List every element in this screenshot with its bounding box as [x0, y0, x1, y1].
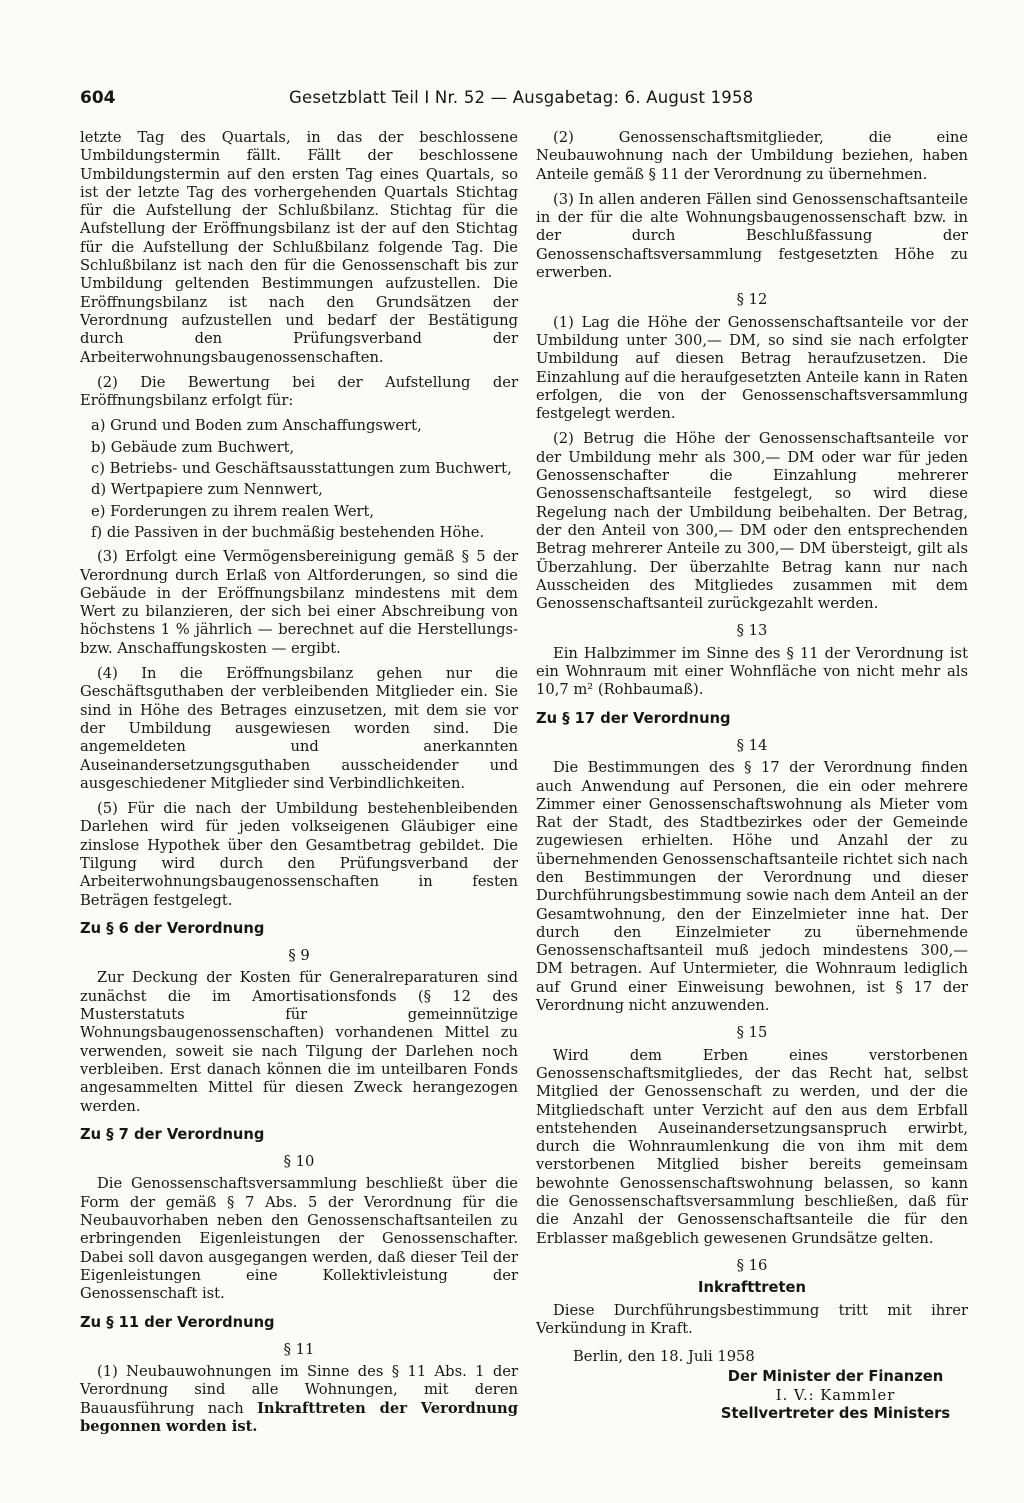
paragraph-text: (1) Neubauwohnungen im Sinne des § 11 Abs. 1 der Verordnung sind alle Wohnungen, mit deren Bauausführung nach [80, 1363, 518, 1417]
signatory-title: Der Minister der Finanzen [727, 1368, 944, 1386]
section-heading: Zu § 6 der Verordnung [80, 919, 265, 937]
valuation-list [80, 417, 518, 542]
section-number: § 16 [736, 1256, 768, 1274]
header-title: Gesetzblatt Teil I Nr. 52 — Ausgabetag: 6. August 1958 [289, 88, 754, 107]
paragraph: (2) Betrug die Höhe der Genossenschaftsanteile vor der Umbildung mehr als 300,— DM oder war für jeden Genossenschafter die Einzahlung mehrerer Genossenschaftsanteile festgelegt, so wird diese Regelung nach der Umbildung beibehalten. Der Betrag, der den Anteil von 300,— DM oder den entsprechenden Betrag mehrerer Anteile zu 300,— DM übersteigt, gilt als Überzahlung. Der überzahlte Betrag kann nur nach Ausscheiden des Mitgliedes zusammen mit dem Genossenschaftsanteil zurückgezahlt werden. [536, 430, 968, 613]
section-number: § 11 [283, 1340, 315, 1358]
right-column [536, 129, 968, 1423]
paragraph: letzte Tag des Quartals, in das der beschlossene Umbildungstermin fällt. Fällt der beschlossene Umbildungstermin auf den ersten Tag eines Quartals, so ist der letzte Tag des vorhergehenden Quartals Stichtag für die Aufstellung der Schlußbilanz. Stichtag für die Aufstellung der Eröffnungsbilanz ist der auf den Stichtag für die Aufstellung der Schlußbilanz folgende Tag. Die Schlußbilanz ist nach den für die Genossenschaft bis zur Umbildung geltenden Bestimmungen aufzustellen. Die Eröffnungsbilanz ist nach den Grundsätzen der Verordnung aufzustellen und bedarf der Bestätigung durch den Prüfungsverband der Arbeiterwohnungsbaugenossenschaften. [80, 129, 518, 366]
section-heading: Zu § 7 der Verordnung [80, 1125, 265, 1143]
paragraph: (5) Für die nach der Umbildung bestehenbleibenden Darlehen wird für jeden volkseigenen Gläubiger eine zinslose Hypothek über den Gesamtbetrag gebildet. Die Tilgung wird durch den Prüfungsverband der Arbeiterwohnungsbaugenossenschaften in festen Beträgen festgelegt. [80, 800, 518, 909]
list-item: a) Grund und Boden zum Anschaffungswert, [91, 417, 422, 435]
list-item: b) Gebäude zum Buchwert, [91, 438, 295, 456]
place-date: Berlin, den 18. Juli 1958 [573, 1348, 755, 1366]
left-column [80, 129, 518, 1443]
paragraph: Die Bestimmungen des § 17 der Verordnung finden auch Anwendung auf Personen, die ein oder mehrere Zimmer einer Genossenschaftswohnung als Mieter vom Rat der Stadt, des Stadtbezirkes oder der Gemeinde zugewiesen erhielten. Höhe und Anzahl der zu übernehmenden Genossenschaftsanteile richtet sich nach den Bestimmungen der Verordnung und dieser Durchführungsbestimmung sowie nach dem Anteil an der Gesamtwohnung, den der Einzelmieter inne hat. Der durch den Einzelmieter zu übernehmende Genossenschaftsanteil muß jedoch mindestens 300,— DM betragen. Auf Untermieter, die Wohnraum lediglich auf Grund einer Einweisung bewohnen, ist § 17 der Verordnung nicht anzuwenden. [536, 759, 968, 1015]
paragraph: (1) Lag die Höhe der Genossenschaftsanteile vor der Umbildung unter 300,— DM, so sind sie nach erfolgter Umbildung auf diesen Betrag heraufzusetzen. Die Einzahlung auf die heraufgesetzten Anteile kann in Raten erfolgen, die von der Genossenschaftsversammlung festgelegt werden. [536, 313, 968, 423]
paragraph: (3) In allen anderen Fällen sind Genossenschaftsanteile in der für die alte Wohnungsbaugenossenschaft bzw. in der durch Beschlußfassung der Genossenschaftsversammlung festgesetzten Höhe zu erwerben. [536, 190, 968, 282]
paragraph: Diese Durchführungsbestimmung tritt mit ihrer Verkündung in Kraft. [536, 1301, 968, 1337]
paragraph [80, 1363, 518, 1436]
paragraph: Zur Deckung der Kosten für Generalreparaturen sind zunächst die im Amortisationsfonds (§ 12 des Musterstatuts für gemeinnützige Wohnungsbaugenossenschaften) vorhandenen Mittel zu verwenden, soweit sie nach Tilgung der Darlehen noch verbleiben. Erst danach können die im unteilbaren Fonds angesammelten Mittel für diesen Zweck herangezogen werden. [80, 969, 518, 1115]
list-item: c) Betriebs- und Geschäftsausstattungen zum Buchwert, [91, 460, 512, 478]
paragraph: (2) Die Bewertung bei der Aufstellung der Eröffnungsbilanz erfolgt für: [80, 373, 518, 410]
paragraph: Ein Halbzimmer im Sinne des § 11 der Verordnung ist ein Wohnraum mit einer Wohnfläche von nicht mehr als 10,7 m² (Rohbaumaß). [536, 644, 968, 699]
section-heading: Zu § 17 der Verordnung [536, 709, 731, 727]
signatory-name: I. V.: Kammler [775, 1386, 896, 1404]
paragraph: Wird dem Erben eines verstorbenen Genossenschaftsmitgliedes, der das Recht hat, selbst Mitglied der Genossenschaft zu werden, und der die Mitgliedschaft unter Verzicht auf den aus dem Erbfall entstehenden Auseinandersetzungsanspruch erwirbt, durch die Wohnraumlenkung die von ihm mit dem verstorbenen Mitglied bisher bereits gemeinsam bewohnte Genossenschaftswohnung belassen, so kann die Genossenschaftsversammlung beschließen, daß für die Anzahl der Genossenschaftsanteile die für den Erblasser maßgeblich gewesenen Grundsätze gelten. [536, 1046, 968, 1247]
section-heading: Zu § 11 der Verordnung [80, 1313, 275, 1331]
list-item: f) die Passiven in der buchmäßig bestehenden Höhe. [91, 523, 485, 541]
list-item: e) Forderungen zu ihrem realen Wert, [91, 502, 375, 520]
section-title: Inkrafttreten [698, 1279, 806, 1297]
page-header [80, 88, 780, 114]
paragraph-bold-text: Inkrafttreten der Verordnung begonnen worden ist. [80, 1399, 518, 1435]
page-number: 604 [80, 88, 116, 108]
paragraph: (3) Erfolgt eine Vermögensbereinigung gemäß § 5 der Verordnung durch Erlaß von Altforderungen, so sind die Gebäude in der Eröffnungsbilanz mindestens mit dem Wert zu bilanzieren, der sich bei einer Abschreibung von höchstens 1 % jährlich — berechnet auf die Herstellungs- bzw. Anschaffungskosten — ergibt. [80, 548, 518, 657]
paragraph: Die Genossenschaftsversammlung beschließt über die Form der gemäß § 7 Abs. 5 der Verordnung für die Neubauvorhaben neben den Genossenschaftsanteilen zu erbringenden Eigenleistungen der Genossenschafter. Dabei soll davon ausgegangen werden, daß dieser Teil der Eigenleistungen eine Kollektivleistung der Genossenschaft ist. [80, 1175, 518, 1303]
signatory-role: Stellvertreter des Ministers [720, 1405, 951, 1422]
section-number: § 9 [288, 947, 310, 965]
paragraph: (4) In die Eröffnungsbilanz gehen nur die Geschäftsguthaben der verbleibenden Mitglieder ein. Sie sind in Höhe des Betrages einzusetzen, mit dem sie vor der Umbildung ausgewiesen worden sind. Die angemeldeten und anerkannten Auseinandersetzungsguthaben ausscheidender und ausgeschiedener Mitglieder sind Verbindlichkeiten. [80, 665, 518, 792]
section-number: § 13 [736, 622, 768, 640]
section-number: § 14 [736, 736, 768, 754]
signature-block [536, 1348, 968, 1423]
list-item: d) Wertpapiere zum Nennwert, [91, 481, 323, 499]
section-number: § 10 [283, 1153, 315, 1171]
paragraph: (2) Genossenschaftsmitglieder, die eine Neubauwohnung nach der Umbildung beziehen, haben Anteile gemäß § 11 der Verordnung zu übernehmen. [536, 129, 968, 183]
section-number: § 12 [736, 291, 768, 309]
section-number: § 15 [736, 1024, 768, 1042]
